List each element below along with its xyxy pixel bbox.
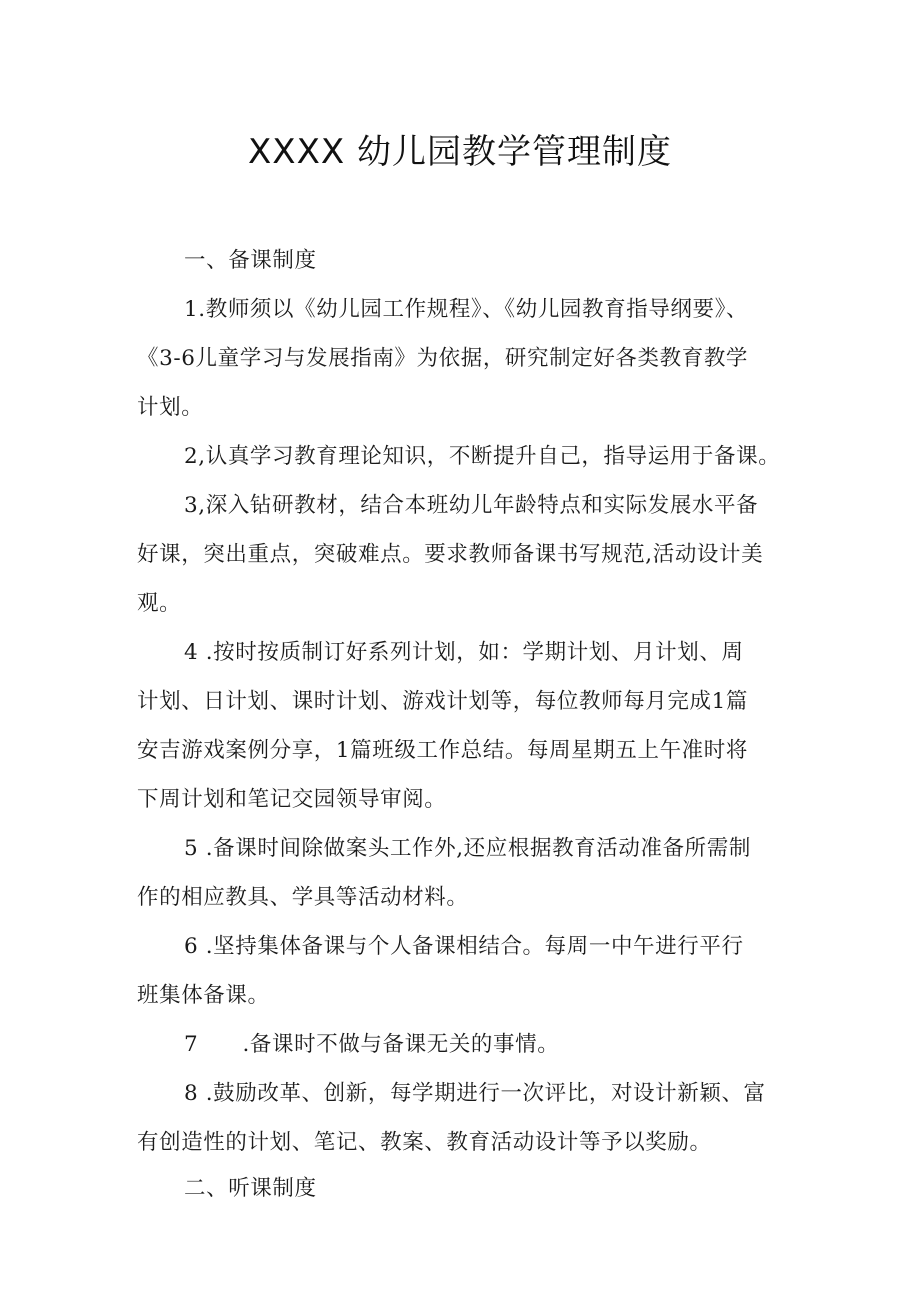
paragraph-line: 2,认真学习教育理论知识，不断提升自己，指导运用于备课。 [184, 444, 781, 469]
paragraph-line: 8 .鼓励改革、创新，每学期进行一次评比，对设计新颖、富 [184, 1081, 766, 1106]
paragraph-line: 《3-6儿童学习与发展指南》为依据，研究制定好各类教育教学 [137, 346, 749, 371]
paragraph-line: 1.教师须以《幼儿园工作规程》、《幼儿园教育指导纲要》、 [184, 297, 749, 322]
paragraph-line: 5 .备课时间除做案头工作外,还应根据教育活动准备所需制 [184, 836, 751, 861]
paragraph-line: 计划。 [137, 395, 204, 420]
paragraph-line: 计划、日计划、课时计划、游戏计划等，每位教师每月完成1篇 [137, 689, 748, 714]
paragraph-line: 班集体备课。 [137, 983, 270, 1008]
section-heading-lesson-prep: 一、备课制度 [184, 248, 317, 273]
paragraph-line: 4 .按时按质制订好系列计划，如：学期计划、月计划、周 [184, 640, 744, 665]
document-body [137, 236, 789, 1211]
section-heading-lesson-observation: 二、听课制度 [184, 1176, 317, 1201]
paragraph-line: 6 .坚持集体备课与个人备课相结合。每周一中午进行平行 [184, 934, 744, 959]
paragraph-line: 观。 [137, 591, 182, 616]
paragraph-line: 有创造性的计划、笔记、教案、教育活动设计等予以奖励。 [137, 1130, 712, 1155]
paragraph-line: 7 .备课时不做与备课无关的事情。 [184, 1032, 560, 1057]
paragraph-line: 安吉游戏案例分享，1篇班级工作总结。每周星期五上午准时将 [137, 738, 748, 763]
paragraph-line: 作的相应教具、学具等活动材料。 [137, 885, 469, 910]
paragraph-line: 下周计划和笔记交园领导审阅。 [137, 787, 447, 812]
paragraph-line: 好课，突出重点，突破难点。要求教师备课书写规范,活动设计美 [137, 542, 764, 567]
paragraph-line: 3,深入钻研教材，结合本班幼儿年龄特点和实际发展水平备 [184, 493, 759, 518]
page-title: XXXX 幼儿园教学管理制度 [248, 132, 672, 172]
